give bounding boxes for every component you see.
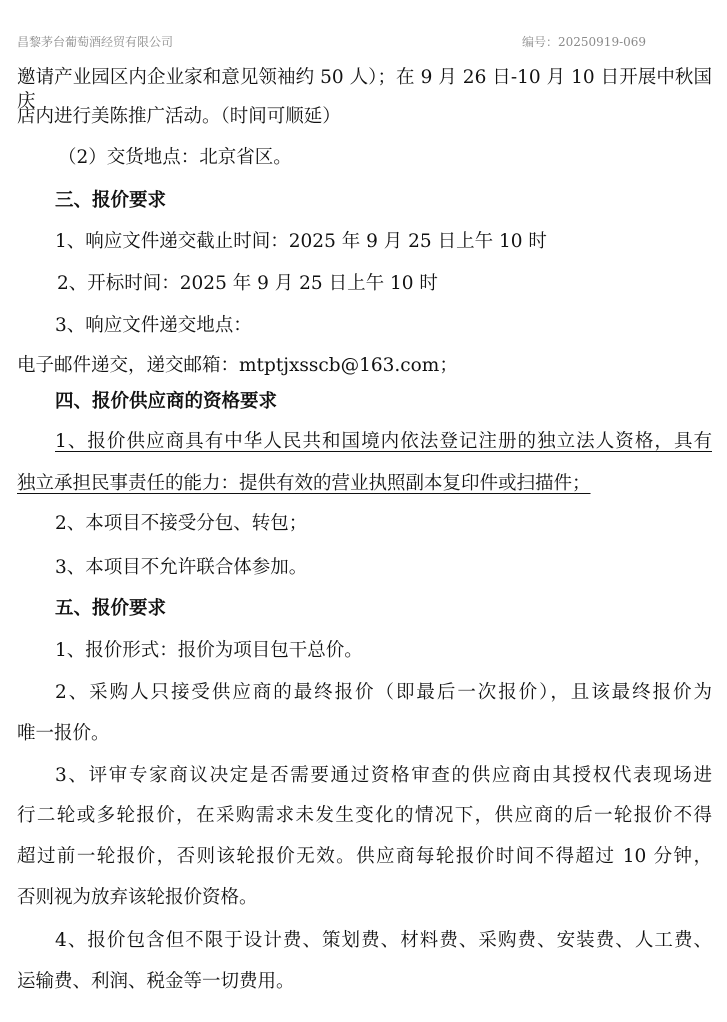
header-company: 昌黎茅台葡萄酒经贸有限公司: [17, 35, 174, 49]
delivery-location: （2）交货地点：北京省区。: [58, 147, 292, 168]
paragraph-line-underlined: 独立承担民事责任的能力：提供有效的营业执照副本复印件或扫描件；: [17, 473, 591, 494]
paragraph-line: 唯一报价。: [17, 723, 110, 744]
paragraph-line: 超过前一轮报价，否则该轮报价无效。供应商每轮报价时间不得超过 10 分钟，: [17, 846, 712, 867]
email-line: 电子邮件递交，递交邮箱：mtptjxsscb@163.com；: [17, 355, 458, 376]
section-heading-5: 五、报价要求: [55, 598, 167, 619]
list-item: 1、报价形式：报价为项目包干总价。: [55, 640, 363, 661]
list-item: 4、报价包含但不限于设计费、策划费、材料费、采购费、安装费、人工费、: [55, 930, 712, 951]
list-item: 2、本项目不接受分包、转包；: [55, 513, 308, 534]
paragraph-line: 行二轮或多轮报价，在采购需求未发生变化的情况下，供应商的后一轮报价不得: [17, 805, 712, 826]
paragraph-line: 运输费、利润、税金等一切费用。: [17, 971, 295, 992]
list-item: 2、采购人只接受供应商的最终报价（即最后一次报价），且该最终报价为: [55, 682, 712, 703]
section-heading-4: 四、报价供应商的资格要求: [55, 391, 278, 412]
paragraph-line: 邀请产业园区内企业家和意见领袖约 50 人）；在 9 月 26 日-10 月 10 日开展中秋国庆: [17, 67, 712, 112]
list-item: 3、评审专家商议决定是否需要通过资格审查的供应商由其授权代表现场进: [55, 765, 712, 786]
list-item: 1、响应文件递交截止时间：2025 年 9 月 25 日上午 10 时: [55, 231, 547, 252]
header-doc-number: 编号：20250919-069: [522, 35, 647, 49]
list-item: 3、本项目不允许联合体参加。: [55, 557, 308, 578]
list-item: 2、开标时间：2025 年 9 月 25 日上午 10 时: [57, 273, 438, 294]
paragraph-line: 店内进行美陈推广活动。（时间可顺延）: [17, 106, 341, 127]
section-heading-3: 三、报价要求: [55, 190, 167, 211]
list-item-underlined: 1、报价供应商具有中华人民共和国境内依法登记注册的独立法人资格，具有: [55, 431, 712, 452]
list-item: 3、响应文件递交地点：: [55, 315, 252, 336]
paragraph-line: 否则视为放弃该轮报价资格。: [17, 887, 258, 908]
